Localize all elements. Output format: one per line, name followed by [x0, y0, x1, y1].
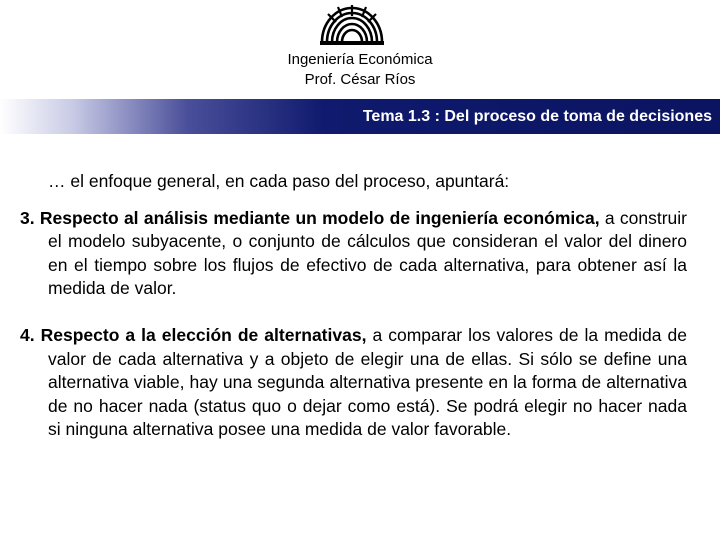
university-logo-icon — [318, 2, 386, 46]
item-body: a comparar los valores de la medida de valor de cada alternativa y a objeto de elegir una de ellas. Si sólo se define una alternativa viable, hay una segunda alternativa presente en la forma de alternativa de no hacer nada (status quo o dejar como está). Se podrá elegir no hacer nada si ninguna alternativa posee una medida de valor favorable. — [48, 324, 687, 440]
topic-banner — [0, 99, 720, 134]
item-heading: 4. Respecto a la elección de alternativas, — [20, 324, 367, 345]
list-item — [20, 207, 687, 301]
course-title: Ingeniería Económica — [287, 51, 433, 68]
slide-content — [20, 170, 687, 442]
item-body: a construir el modelo subyacente, o conjunto de cálculos que consideran el valor del dinero en el tiempo sobre los flujos de efectivo de cada alternativa, para obtener así la medida de valor. — [48, 207, 688, 299]
item-heading: 3. Respecto al análisis mediante un modelo de ingeniería económica, — [20, 207, 600, 228]
professor-name: Prof. César Ríos — [304, 71, 416, 88]
list-item — [20, 324, 687, 442]
intro-text: … el enfoque general, en cada paso del proceso, apuntará: — [48, 171, 510, 191]
topic-title: Tema 1.3 : Del proceso de toma de decisiones — [362, 108, 712, 125]
